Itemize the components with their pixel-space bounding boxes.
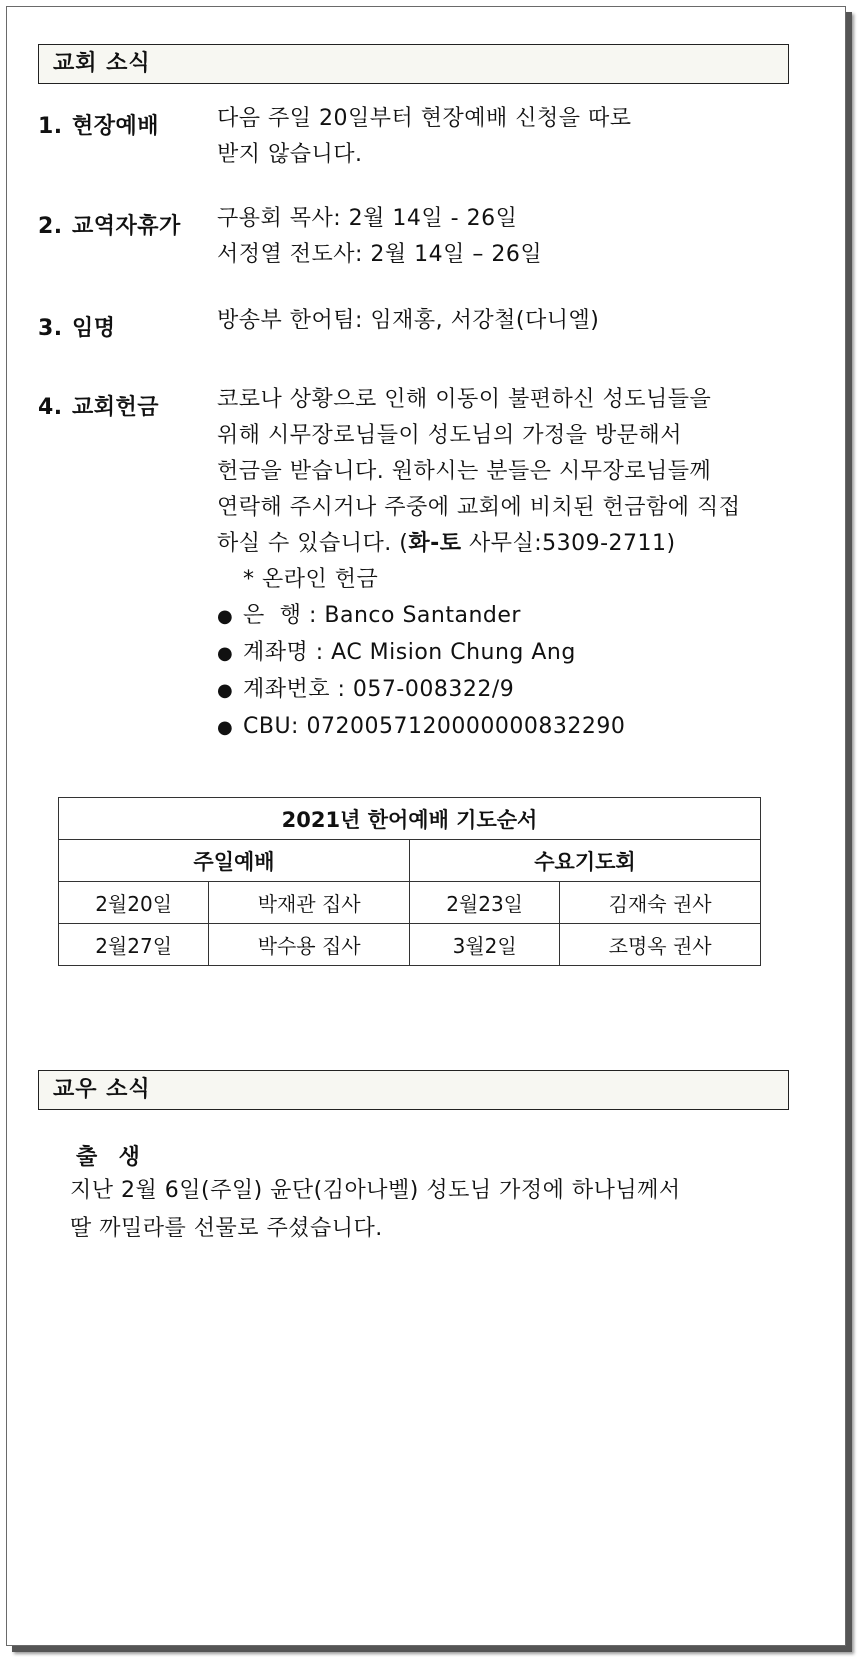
item-4-line: 헌금을 받습니다. 원하시는 분들은 시무장로님들께 [217, 459, 712, 484]
item-1-title [38, 109, 159, 140]
item-4-line: 연락해 주시거나 주중에 교회에 비치된 헌금함에 직접 [217, 495, 741, 520]
online-offering-label: * 온라인 헌금 [243, 567, 379, 592]
birth-line: 지난 2월 6일(주일) 윤단(김아나벨) 성도님 가정에 하나님께서 [70, 1178, 681, 1203]
birth-line: 딸 까밀라를 선물로 주셨습니다. [70, 1216, 383, 1241]
office-hours-days: 화-토 [408, 531, 462, 556]
wednesday-prayer-header: 수요기도회 [409, 840, 760, 882]
account-name: 계좌명 : AC Mision Chung Ang [243, 640, 576, 665]
cbu-number: CBU: 0720057120000000832290 [243, 714, 626, 739]
table-title: 2021년 한어예배 기도순서 [59, 798, 761, 840]
bank-detail-item [217, 709, 817, 746]
item-2-body [217, 201, 817, 273]
church-news-header: 교회 소식 [38, 44, 789, 84]
item-2-line: 구용회 목사: 2월 14일 - 26일 [217, 206, 518, 231]
member-news-header: 교우 소식 [38, 1070, 789, 1110]
table-cell: 김재숙 권사 [560, 882, 761, 924]
item-4-label: 교회헌금 [72, 395, 160, 420]
table-cell: 3월2일 [409, 924, 559, 966]
sunday-service-header: 주일예배 [59, 840, 410, 882]
item-3-number: 3. [38, 316, 63, 341]
bank-detail-item [217, 635, 817, 672]
item-1-number: 1. [38, 114, 63, 139]
table-cell: 2월23일 [409, 882, 559, 924]
item-4-line: 코로나 상황으로 인해 이동이 불편하신 성도님들을 [217, 387, 712, 412]
table-row [59, 924, 761, 966]
item-1-body [217, 101, 817, 173]
table-cell: 조명옥 권사 [560, 924, 761, 966]
table-row [59, 882, 761, 924]
bank-detail-item [217, 598, 817, 635]
item-2-title [38, 209, 181, 240]
bullet-icon: ● [217, 717, 234, 738]
bank-name: 은 행 : Banco Santander [243, 603, 521, 628]
item-3-body [217, 303, 817, 339]
prayer-schedule-table [58, 797, 761, 966]
item-4-last-line [217, 526, 817, 562]
item-1-label: 현장예배 [72, 114, 160, 139]
item-4-number: 4. [38, 395, 63, 420]
table-header-row [59, 840, 761, 882]
birth-announcement-body [70, 1172, 681, 1248]
office-hours-suffix: 사무실:5309-2711) [461, 531, 676, 556]
bullet-icon: ● [217, 606, 234, 627]
table-cell: 박재관 집사 [209, 882, 410, 924]
item-3-title [38, 311, 116, 342]
table-cell: 2월27일 [59, 924, 209, 966]
bullet-icon: ● [217, 643, 234, 664]
item-3-line: 방송부 한어팀: 임재홍, 서강철(다니엘) [217, 308, 600, 333]
table-cell: 2월20일 [59, 882, 209, 924]
account-number: 계좌번호 : 057-008322/9 [243, 677, 515, 702]
bank-detail-item [217, 672, 817, 709]
item-1-line: 받지 않습니다. [217, 142, 363, 167]
item-4-body [217, 382, 817, 746]
item-1-line: 다음 주일 20일부터 현장예배 신청을 따로 [217, 106, 632, 131]
birth-announcement-title: 출 생 [76, 1145, 142, 1170]
item-2-label: 교역자휴가 [72, 214, 181, 239]
item-2-line: 서정열 전도사: 2월 14일 – 26일 [217, 242, 543, 267]
office-hours-prefix: 하실 수 있습니다. ( [217, 531, 409, 556]
table-cell: 박수용 집사 [209, 924, 410, 966]
item-4-title [38, 390, 159, 421]
item-4-line: 위해 시무장로님들이 성도님의 가정을 방문해서 [217, 423, 683, 448]
item-3-label: 임명 [72, 316, 116, 341]
bullet-icon: ● [217, 680, 234, 701]
table-title-row [59, 798, 761, 840]
item-2-number: 2. [38, 214, 63, 239]
